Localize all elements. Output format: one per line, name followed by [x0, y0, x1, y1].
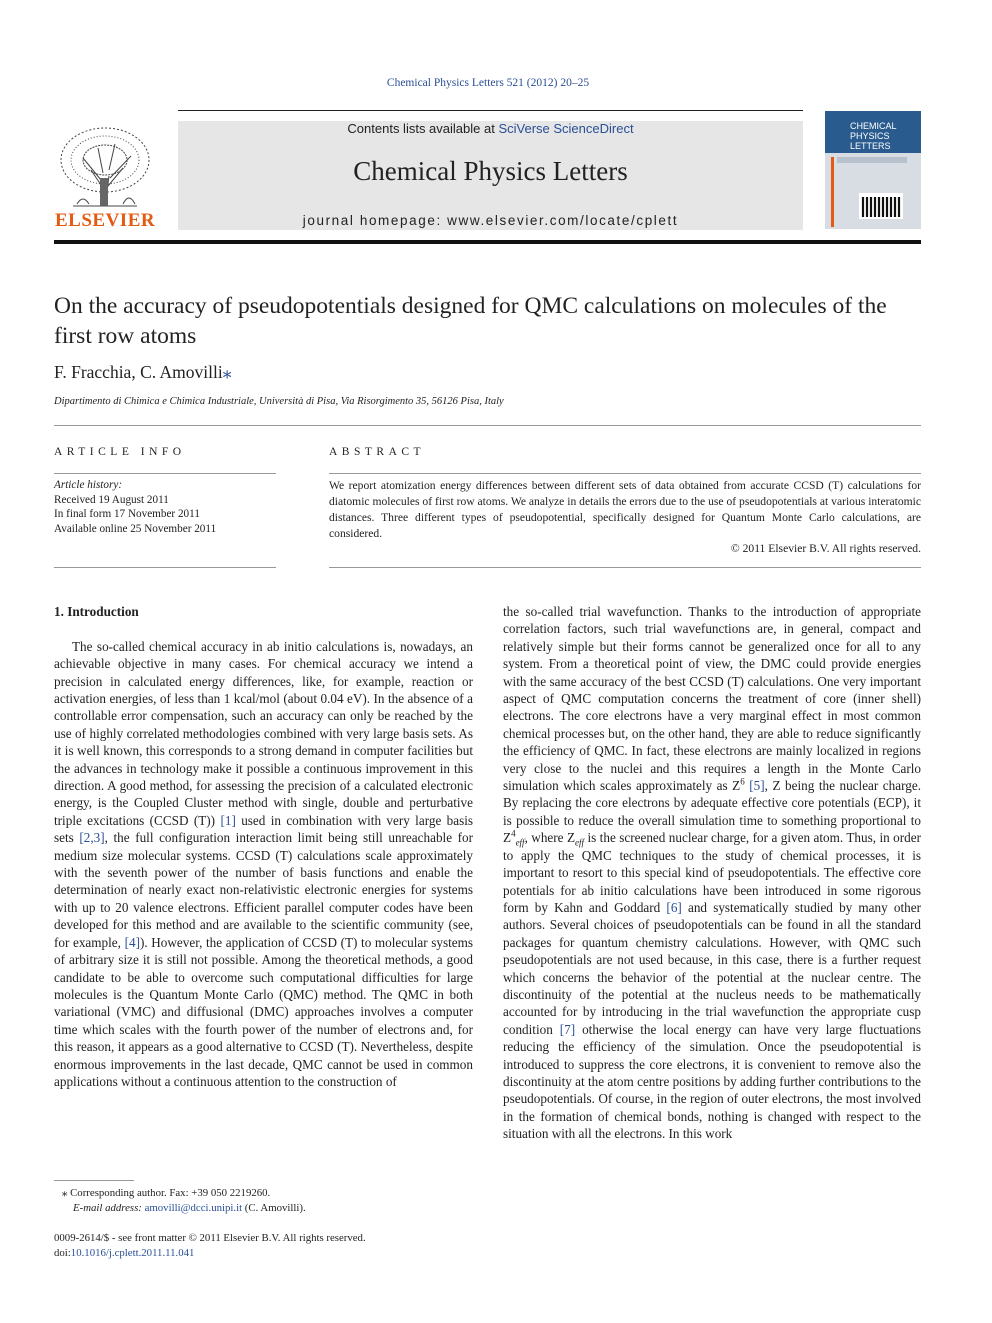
footnote-mark: ⁎ — [62, 1187, 68, 1199]
history-label: Article history: — [54, 479, 123, 491]
title-rule — [54, 425, 921, 426]
elsevier-wordmark: ELSEVIER — [55, 210, 156, 231]
header-thick-rule — [54, 240, 921, 244]
authors — [54, 362, 231, 383]
online-date: Available online 25 November 2011 — [54, 522, 217, 535]
article-history — [54, 478, 216, 536]
final-form-date: In final form 17 November 2011 — [54, 508, 200, 521]
abstract-bottom-rule — [329, 567, 921, 568]
sciencedirect-link[interactable]: SciVerse ScienceDirect — [498, 121, 634, 136]
ref-link-5[interactable]: [5] — [749, 778, 765, 794]
author-names: F. Fracchia, C. Amovilli — [54, 362, 223, 382]
corresponding-author-footnote: ⁎ Corresponding author. Fax: +39 050 2219260. E-mail address: amovilli@dcci.unipi.it (C. Amovilli). — [54, 1186, 306, 1215]
body-column-right — [503, 603, 921, 1143]
corresponding-author-mark[interactable]: ⁎ — [222, 362, 232, 382]
ref-link-6[interactable]: [6] — [666, 899, 682, 915]
journal-homepage[interactable]: journal homepage: www.elsevier.com/locate/cplett — [302, 213, 679, 228]
article-info-heading: ARTICLE INFO — [54, 446, 186, 458]
intro-paragraph: The so-called chemical accuracy in ab initio calculations is, nowadays, an achievable objective in many cases. For chemical accuracy we intend a precision in calculated energy differences, like, for example, reaction or activation energies, of less than 1 kcal/mol (about 0.04 eV). In the absence of a controllable error compensation, such an accuracy can only be reached by the use of highly correlated methodologies combined with very large basis sets. As it is well known, this corresponds to a strong demand in computer facilities but the advances in technology make it possible a continuous improvement in this direction. A good method, for assessing the precision of a calculated electronic energy, is the Coupled Cluster method with single, double and perturbative triple excitations (CCSD (T)) [1] used in combination with very large basis sets [2,3], the full configuration interaction limit being still unreachable for medium size molecular systems. CCSD (T) calculations scale approximately with the seventh power of the number of basis functions and enable the determination of nearly exact non-relativistic electronic energies for systems with up to 20 valence electrons. Efficient parallel computer codes have been developed for this method and are available to the scientific community (see, for example, [4]). However, the application of CCSD (T) to molecular systems of arbitrary size it is still not possible. Among the theoretical methods, a good candidate to be able to overcome such computational difficulties for large molecules is the Quantum Monte Carlo (QMC) method. The QMC in both variational (VMC) and diffusional (DMC) approaches involves a computer time which scales with the fourth power of the number of electrons and, for this reason, it appears as a good alternative to CCSD (T). Nevertheless, despite enormous improvements in the last decade, QMC cannot be used in common applications without a continuous attention to the construction of — [54, 638, 474, 1089]
ref-link-2-3[interactable]: [2,3] — [79, 830, 105, 846]
header-rule — [178, 110, 803, 111]
article-title: On the accuracy of pseudopotentials designed for QMC calculations on molecules of the first row atoms — [54, 293, 887, 349]
abstract-copyright: © 2011 Elsevier B.V. All rights reserved. — [730, 542, 921, 555]
received-date: Received 19 August 2011 — [54, 493, 169, 506]
ref-link-7[interactable]: [7] — [559, 1021, 576, 1037]
ref-link-4[interactable]: [4] — [124, 934, 140, 950]
journal-cover-image — [825, 111, 921, 229]
cover-graphic — [825, 153, 921, 229]
contents-line — [178, 121, 803, 136]
issn-line: 0009-2614/$ - see front matter © 2011 Elsevier B.V. All rights reserved. — [54, 1232, 366, 1244]
footer-identifiers: 0009-2614/$ - see front matter © 2011 Elsevier B.V. All rights reserved. doi:10.1016/j.cplett.2011.11.041 — [54, 1232, 366, 1259]
footnote-rule — [54, 1180, 134, 1181]
doi-link[interactable]: 10.1016/j.cplett.2011.11.041 — [70, 1246, 195, 1259]
footnote-corresponding: Corresponding author. Fax: +39 050 2219260. — [70, 1187, 271, 1199]
affiliation: Dipartimento di Chimica e Chimica Industriale, Università di Pisa, Via Risorgimento 35, 56126 Pisa, Italy — [54, 396, 504, 407]
journal-name: Chemical Physics Letters — [353, 156, 628, 186]
contents-prefix: Contents lists available at — [347, 121, 495, 136]
cover-title: CHEMICAL PHYSICS LETTERS — [850, 121, 897, 151]
body-column-left — [54, 603, 473, 1090]
article-info-bottom-rule — [54, 567, 276, 568]
abstract-text: We report atomization energy differences between different sets of data obtained from accurate CCSD (T) calculations for diatomic molecules of first row atoms. We analyze in details the errors due to the use of pseudopotentials at various interatomic distances. Three different types of pseudopotential, specifically designed for Quantum Monte Carlo calculations, are considered. — [329, 479, 921, 540]
email-link[interactable]: amovilli@dcci.unipi.it — [144, 1201, 243, 1214]
article-info-rule — [54, 473, 276, 474]
email-label: E-mail address: — [73, 1201, 142, 1214]
ref-link-1[interactable]: [1] — [220, 812, 236, 828]
section-heading-introduction: 1. Introduction — [54, 604, 139, 619]
abstract-rule — [329, 473, 921, 474]
abstract-heading: ABSTRACT — [329, 446, 426, 458]
intro-paragraph-continued: the so-called trial wavefunction. Thanks to the introduction of appropriate correlation factors, such trial wavefunctions are, in general, compact and relatively simple but their forms cannot be generalized once for all to any system. From a theoretical point of view, the DMC could provide energies with the same accuracy of the best CCSD (T) calculations. One very important aspect of QMC computation concerns the treatment of core (inner shell) electrons. The core electrons have a very marginal effect in most common chemical processes but, on the other hand, they are able to reduce significantly the efficiency of QMC. In fact, these electrons are mainly localized in regions very close to the nuclei and this requires a length in the Monte Carlo simulation which scales approximately as $Z^6$ [5], Z being the nuclear charge. By replacing the core electrons by adequate effective core potentials (ECP), it is possible to reduce the overall simulation time to something proportional to $Z^4_{eff}$, where $Z_{eff}$ is the screened nuclear charge, for a given atom. Thus, in order to apply the QMC techniques to the study of chemical processes, it is important to resort to this special kind of pseudopotentials. The effective core potentials for ab initio calculations have been introduced in some rigorous form by Kahn and Goddard [6] and systematically studied by many other authors. Several choices of pseudopotentials can be found in all the standard packages for quantum chemistry calculations. However, with QMC such pseudopotentials are not used because, in this case, there is a further request which concerns the behavior of the potential at the nuclear centre. The discontinuity of the potential at the nucleus needs to be mathematically accounted for by introducing in the trial wavefunction the appropriate cusp condition [7] otherwise the local energy can have very large fluctuations reducing the efficiency of the simulation. Once the pseudopotential is introduced to suppress the core electrons, it is convenient to remove also the discontinuity at the atom centre positions by adding further contributions to the pseudopotentials. Of course, in the region of outer electrons, the most involved in the formation of chemical bonds, nothing is changed with respect to the situation with all the electrons. In this work — [503, 604, 922, 1142]
journal-citation[interactable]: Chemical Physics Letters 521 (2012) 20–25 — [386, 77, 590, 89]
